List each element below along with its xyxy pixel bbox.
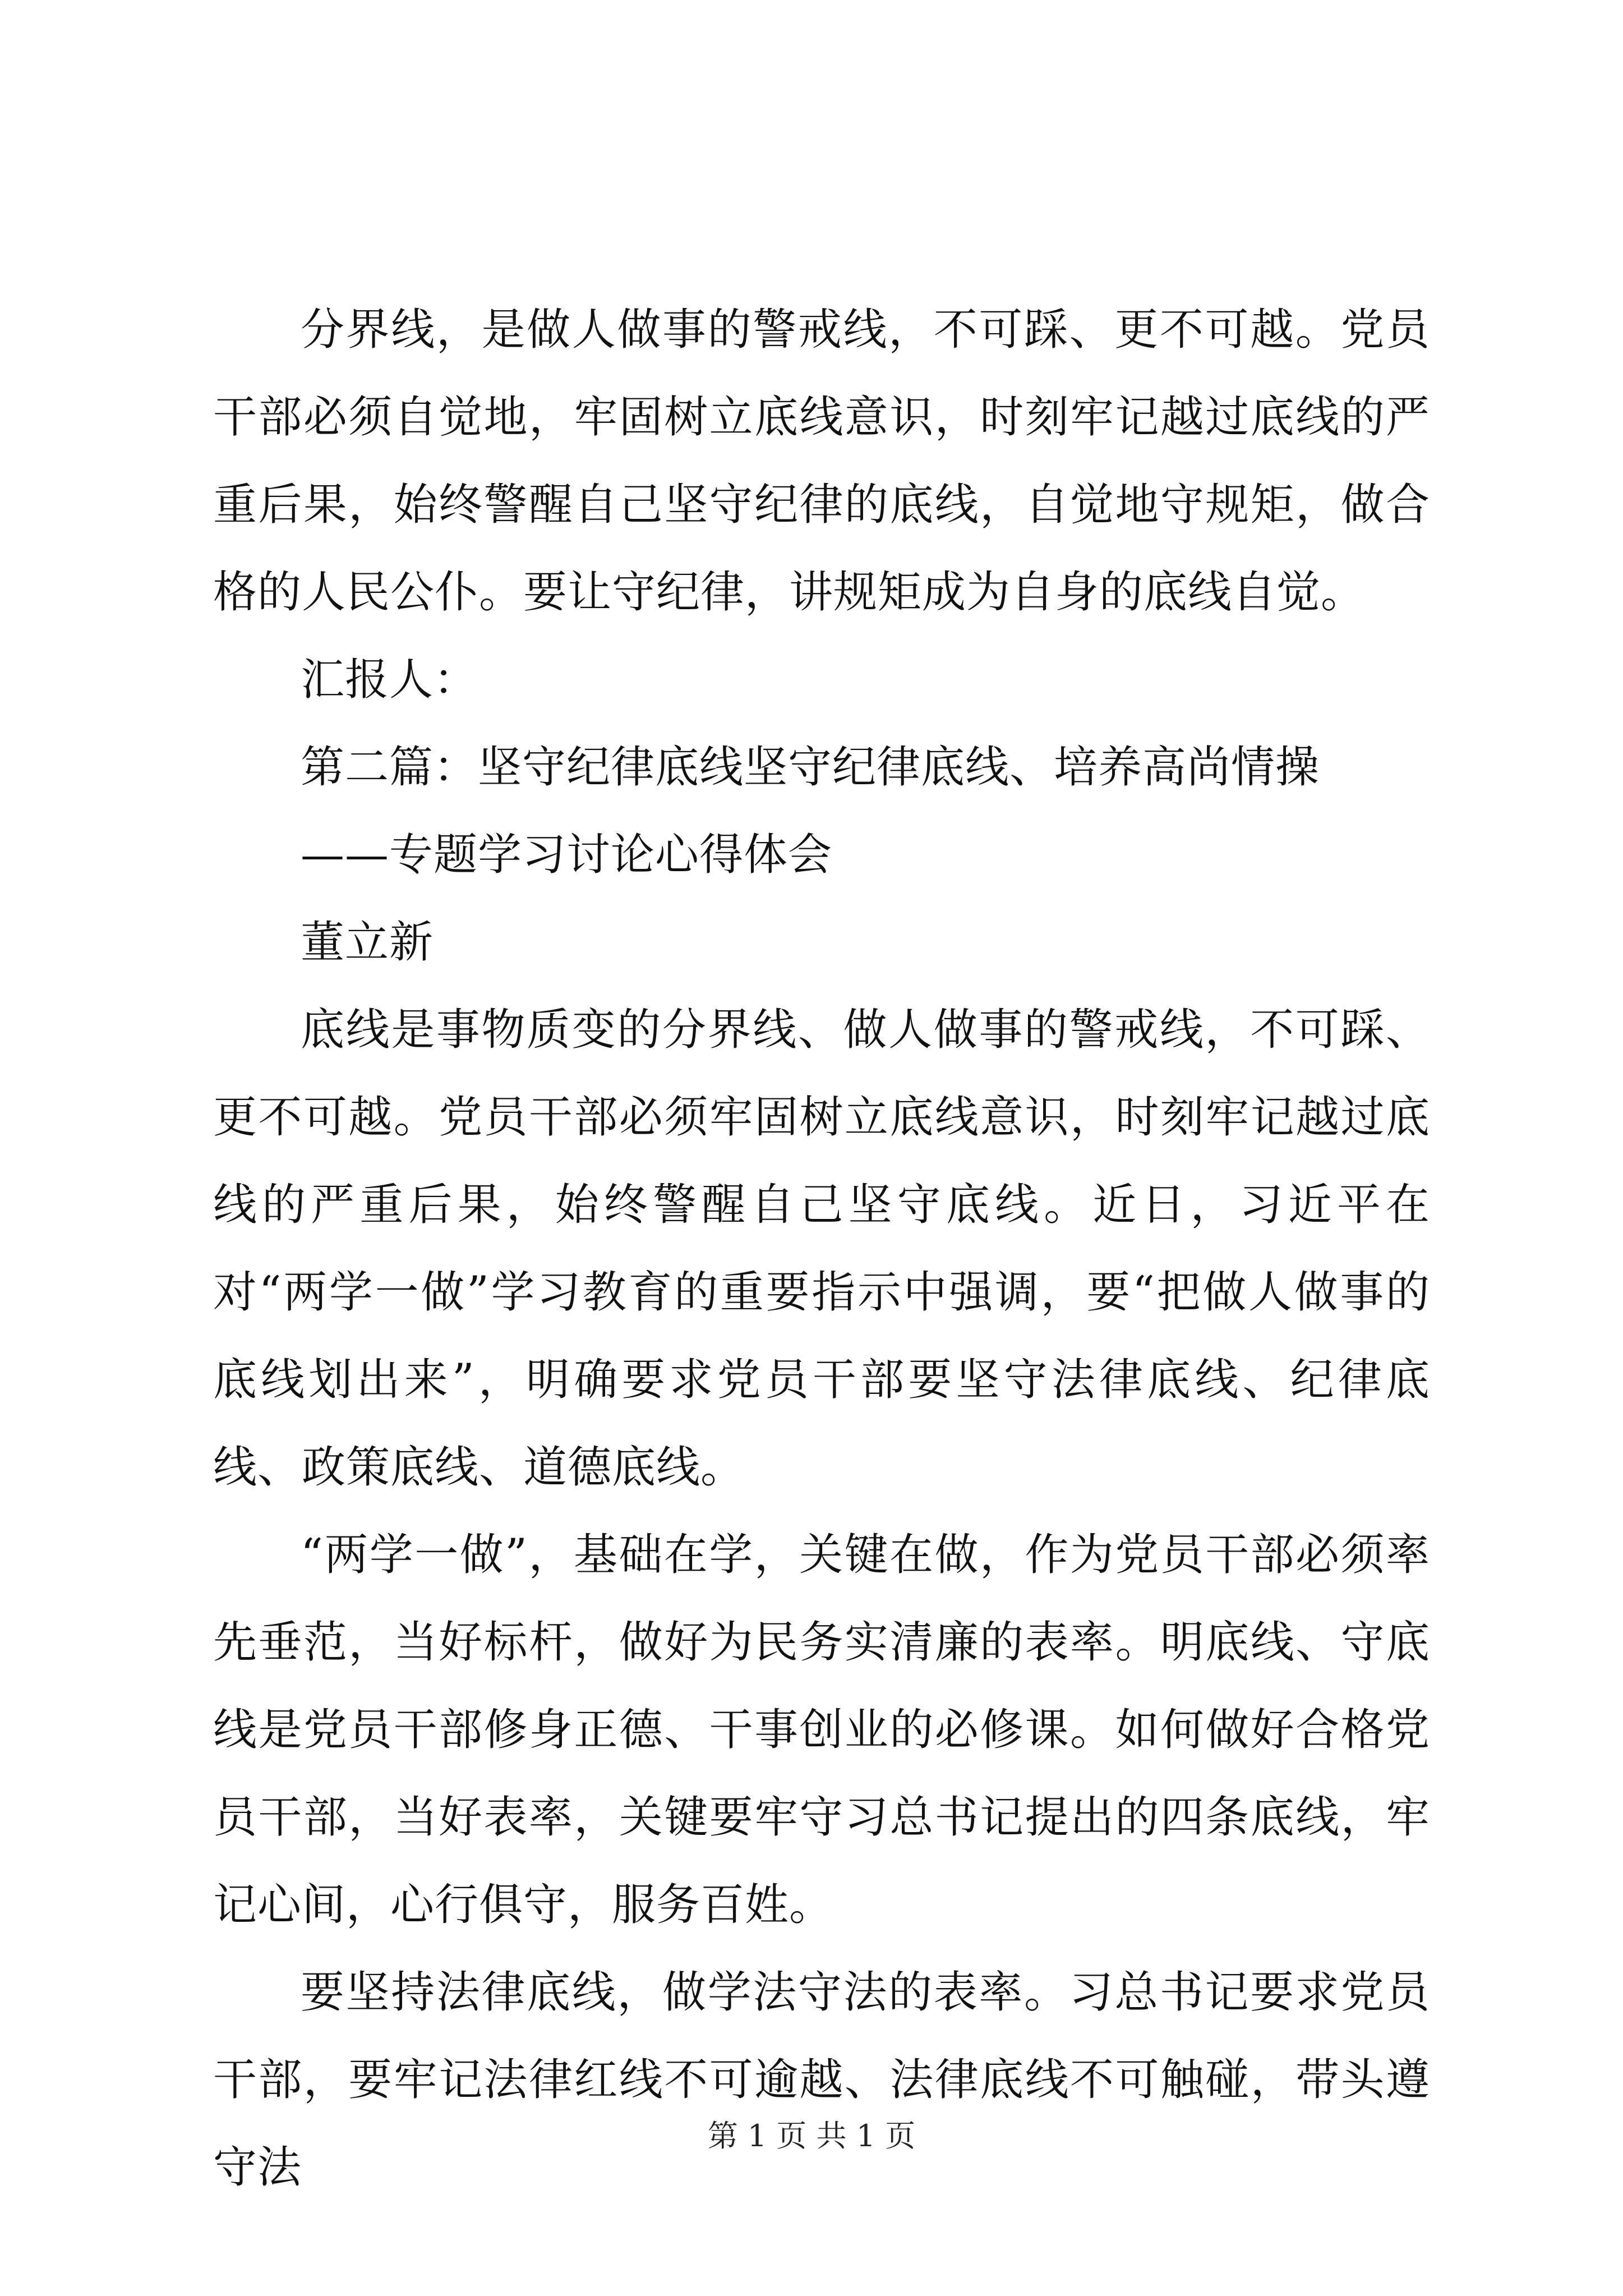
reporter-label: 汇报人： — [301, 655, 478, 705]
chapter-title: 第二篇：坚守纪律底线坚守纪律底线、培养高尚情操 — [301, 742, 1320, 793]
author-name: 董立新 — [301, 917, 434, 968]
page-footer: 第 1 页 共 1 页 — [707, 2118, 916, 2154]
document-body — [213, 286, 1430, 2211]
chapter-subtitle: ——专题学习讨论心得体会 — [301, 830, 833, 880]
paragraph-2: “两学一做”，基础在学，关键在做，作为党员干部必须率先垂范，当好标杆，做好为民务实清廉的表率。明底线、守底线是党员干部修身正德、干事创业的必修课。如何做好合格党员干部，当好表率，关键要牢守习总书记提出的四条底线，牢记心间，心行俱守，服务百姓。 — [213, 1530, 1430, 1930]
paragraph-1: 底线是事物质变的分界线、做人做事的警戒线，不可踩、更不可越。党员干部必须牢固树立底线意识，时刻牢记越过底线的严重后果，始终警醒自己坚守底线。近日，习近平在对“两学一做”学习教育的重要指示中强调，要“把做人做事的底线划出来”，明确要求党员干部要坚守法律底线、纪律底线、政策底线、道德底线。 — [213, 1005, 1430, 1493]
paragraph-3: 要坚持法律底线，做学法守法的表率。习总书记要求党员干部，要牢记法律红线不可逾越、法律底线不可触碰，带头遵守法 — [213, 1967, 1430, 2193]
paragraph-intro: 分界线，是做人做事的警戒线，不可踩、更不可越。党员干部必须自觉地，牢固树立底线意识，时刻牢记越过底线的严重后果，始终警醒自己坚守纪律的底线，自觉地守规矩，做合格的人民公仆。要让守纪律，讲规矩成为自身的底线自觉。 — [213, 305, 1430, 618]
